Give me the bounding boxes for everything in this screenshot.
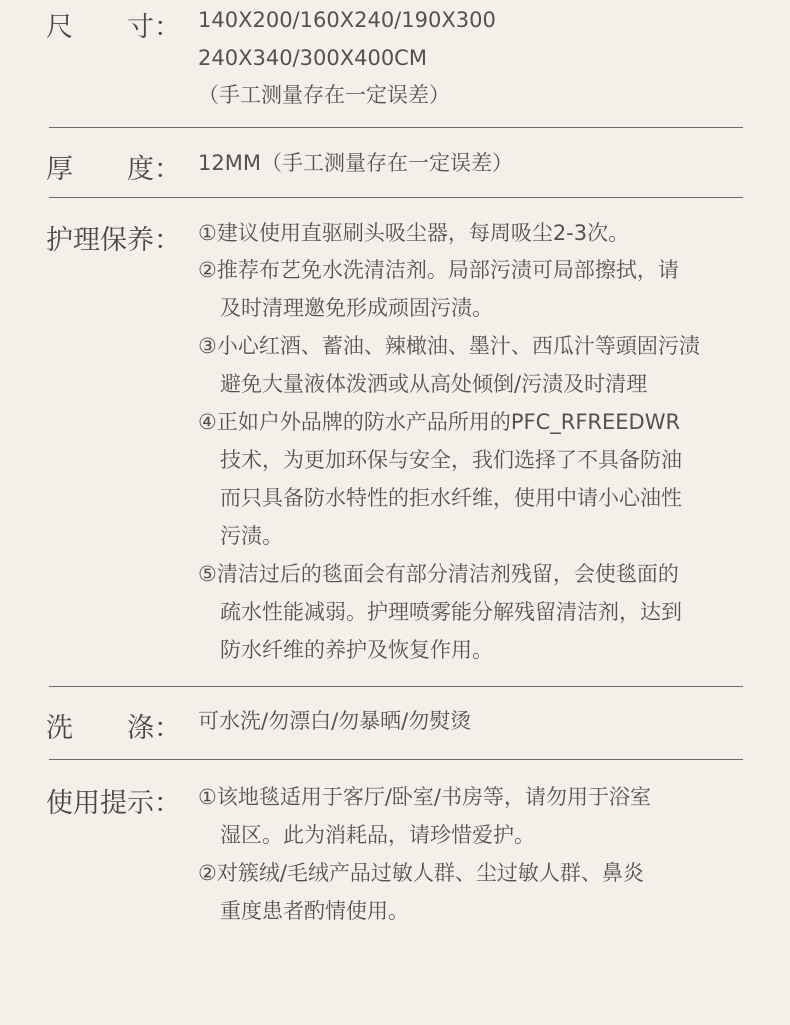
care-item-3-line-1: ③小心红酒、蓄油、辣橄油、墨汁、西瓜汁等頭固污渍 [198, 334, 700, 358]
tips-item-1-line-1: ①该地毯适用于客厅/卧室/书房等，请勿用于浴室 [198, 785, 651, 809]
thickness-value: 12MM（手工测量存在一定误差） [198, 151, 513, 175]
care-item-4-line-1: ④正如户外品牌的防水产品所用的PFC_RFREEDWR [198, 410, 681, 434]
size-line-2: 240X340/300X400CM [198, 46, 427, 70]
thickness-label: 厚 度： [46, 154, 181, 185]
size-line-1: 140X200/160X240/190X300 [198, 8, 496, 32]
washing-value: 可水洗/勿漂白/勿暴晒/勿熨烫 [198, 709, 472, 733]
care-item-5-line-2: 疏水性能减弱。护理喷雾能分解残留清洁剂，达到 [220, 600, 682, 624]
divider-2 [49, 197, 743, 198]
care-item-4-line-2: 技术，为更加环保与安全，我们选择了不具备防油 [220, 448, 682, 472]
washing-label: 洗 涤： [46, 713, 181, 744]
care-label: 护理保养： [46, 225, 181, 256]
care-item-4-line-4: 污渍。 [220, 524, 283, 548]
care-item-5-line-1: ⑤清洁过后的毯面会有部分清洁剂残留，会使毯面的 [198, 562, 679, 586]
tips-item-1-line-2: 湿区。此为消耗品，请珍惜爱护。 [220, 823, 535, 847]
care-item-4-line-3: 而只具备防水特性的拒水纤维，使用中请小心油性 [220, 486, 682, 510]
tips-item-2-line-1: ②对簇绒/毛绒产品过敏人群、尘过敏人群、鼻炎 [198, 861, 644, 885]
care-item-2-line-1: ②推荐布艺免水洗清洁剂。局部污渍可局部擦拭，请 [198, 258, 679, 282]
care-item-5-line-3: 防水纤维的养护及恢复作用。 [220, 638, 493, 662]
divider-1 [49, 127, 743, 128]
care-item-1-line-1: ①建议使用直驱刷头吸尘器，每周吸尘2-3次。 [198, 221, 630, 245]
tips-item-2-line-2: 重度患者酌情使用。 [220, 899, 409, 923]
care-item-3-line-2: 避免大量液体泼洒或从高处倾倒/污渍及时清理 [220, 372, 648, 396]
care-item-2-line-2: 及时清理邀免形成顽固污渍。 [220, 296, 493, 320]
size-label: 尺 寸： [46, 12, 181, 43]
divider-4 [49, 759, 743, 760]
size-note: （手工测量存在一定误差） [198, 83, 450, 107]
tips-label: 使用提示： [46, 788, 181, 819]
divider-3 [49, 686, 743, 687]
